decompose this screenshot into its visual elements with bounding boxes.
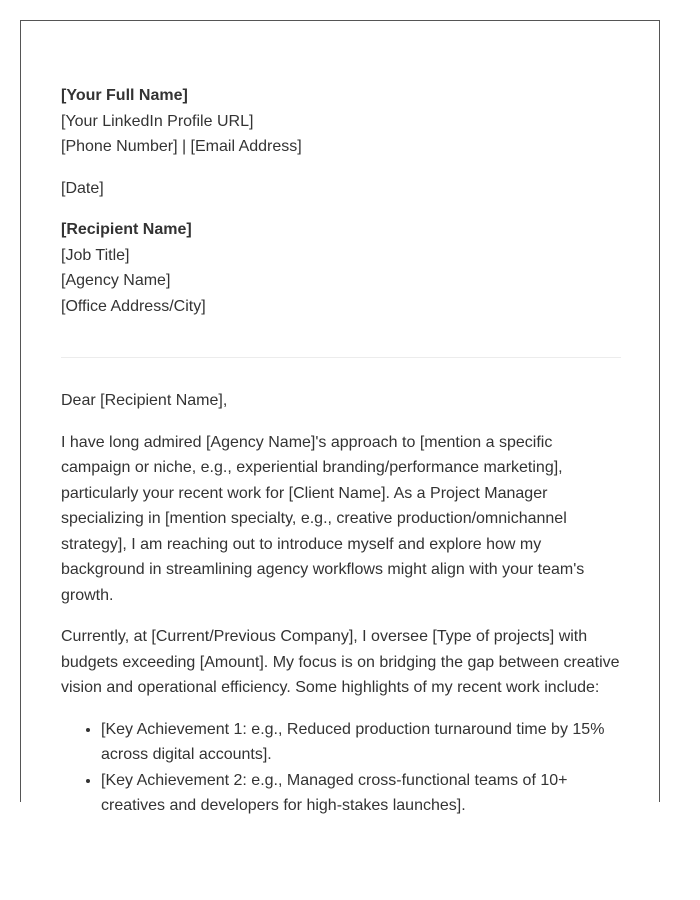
paragraph-current-role: Currently, at [Current/Previous Company], I oversee [Type of projects] with budgets exceeding [Amount]. My focus is on bridging the gap between creative vision and operational efficiency. Some highlights of my recent work include:	[61, 628, 620, 696]
divider	[61, 357, 621, 358]
sender-block	[61, 83, 623, 160]
recipient-job-title: [Job Title]	[61, 246, 130, 264]
salutation: Dear [Recipient Name],	[61, 392, 228, 409]
highlights-list	[61, 717, 623, 819]
recipient-address: [Office Address/City]	[61, 297, 206, 315]
recipient-block	[61, 217, 623, 319]
list-item: • [Key Achievement 2: e.g., Managed cross-functional teams of 10+ creatives and developers for high-stakes launches].	[101, 768, 623, 819]
paragraph-intro: I have long admired [Agency Name]'s approach to [mention a specific campaign or niche, e.g., experiential branding/performance marketing], particularly your recent work for [Client Name]. As a Project Manager specializing in [mention specialty, e.g., creative production/omnichannel strategy], I am reaching out to introduce myself and explore how my background in streamlining agency workflows might align with your team's growth.	[61, 433, 585, 604]
letter-date: [Date]	[61, 179, 104, 197]
sender-name: [Your Full Name]	[61, 87, 188, 104]
letter-page	[20, 20, 660, 814]
sender-contact: [Phone Number] | [Email Address]	[61, 138, 302, 155]
letter-content	[61, 83, 623, 819]
sender-linkedin: [Your LinkedIn Profile URL]	[61, 112, 254, 130]
recipient-name: [Recipient Name]	[61, 221, 192, 238]
recipient-agency: [Agency Name]	[61, 272, 171, 289]
date-block	[61, 176, 623, 202]
list-item: • [Key Achievement 1: e.g., Reduced production turnaround time by 15% across digital accounts].	[101, 717, 623, 768]
